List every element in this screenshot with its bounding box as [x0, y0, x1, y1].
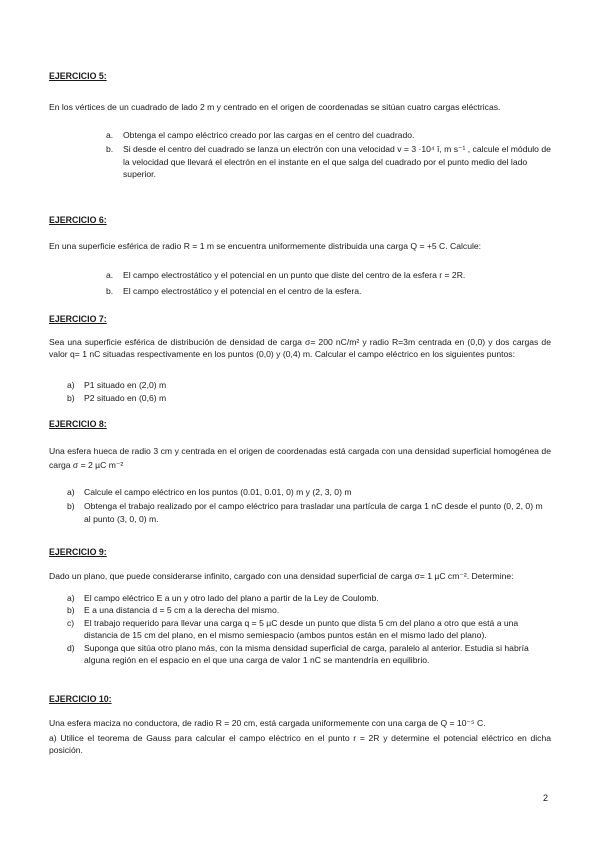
exercise-9-heading: EJERCICIO 9: [49, 547, 107, 557]
list-item-text: Suponga que sitúa otro plano más, con la misma densidad superficial de carga, paralelo al anterior. Estudia si habría alguna región en el espacio en el que una carga de valor 1 nC se mantendría en equilibrio. [84, 642, 529, 666]
list-marker: d) [67, 642, 75, 653]
exercise-5-heading: EJERCICIO 5: [49, 71, 107, 81]
list-marker: b) [67, 393, 75, 404]
exercise-10-heading: EJERCICIO 10: [49, 694, 112, 704]
list-item [106, 143, 551, 180]
exercise-6-intro: En una superficie esférica de radio R = 1 m se encuentra uniformemente distribuida una carga Q = +5 C. Calcule: [49, 241, 482, 251]
list-item-text: E a una distancia d = 5 cm a la derecha del mismo. [84, 605, 280, 616]
page-number: 2 [543, 793, 549, 803]
exercise-9-intro: Dado un plano, que puede considerarse infinito, cargado con una densidad superficial de carga σ= 1 µC cm⁻². Determine: [49, 571, 514, 581]
list-marker: a) [67, 593, 75, 603]
list-item [67, 379, 550, 391]
list-marker: b) [67, 605, 75, 616]
list-item [106, 285, 551, 297]
list-item [67, 617, 550, 642]
list-item-text: El campo eléctrico E a un y otro lado del plano a partir de la Ley de Coulomb. [84, 593, 379, 603]
exercise-8-intro: Una esfera hueca de radio 3 cm y centrada en el origen de coordenadas está cargada con una densidad superficial homogénea de carga σ = 2 µC m⁻² [49, 446, 551, 470]
list-marker: a) [67, 487, 75, 497]
list-item [67, 604, 550, 616]
exercise-9-list [67, 592, 550, 667]
list-item-text: El campo electrostático y el potencial en el centro de la esfera. [123, 286, 362, 297]
list-item-text: El trabajo requerido para llevar una carga q = 5 µC desde un punto que dista 5 cm del plano a otro que está a una distancia de 15 cm del plano, en el mismo semiespacio (ambos puntos están en el mismo lado del plano). [84, 617, 519, 641]
list-marker: a) [67, 380, 75, 390]
list-item [67, 486, 550, 498]
list-item-text: El campo electrostático y el potencial en un punto que diste del centro de la esfera r = 2R. [123, 270, 466, 280]
list-item-text: P1 situado en (2,0) m [84, 380, 167, 390]
exercise-7-intro: Sea una superficie esférica de distribución de densidad de carga σ= 200 nC/m² y radio R=3m centrada en (0,0) y dos cargas de valor q= 1 nC situadas respectivamente en los puntos (0,0) y (0,4) m. Calcular el campo eléctrico en los siguientes puntos: [49, 337, 551, 360]
list-marker: a. [106, 130, 114, 140]
list-item [106, 129, 551, 141]
list-item-text: Obtenga el trabajo realizado por el campo eléctrico para trasladar una partícula de carga 1 nC desde el punto (0, 2, 0) m al punto (3, 0, 0) m. [84, 501, 543, 524]
exercise-5-intro: En los vértices de un cuadrado de lado 2 m y centrado en el origen de coordenadas se sitúan cuatro cargas eléctricas. [49, 102, 501, 112]
list-item-text: Obtenga el campo eléctrico creado por las cargas en el centro del cuadrado. [123, 130, 415, 140]
list-item-text: Utilice el teorema de Gauss para calcular el campo eléctrico en el punto r = 2R y determine el potencial eléctrico en dicha posición. [49, 733, 551, 756]
list-marker: a. [106, 270, 114, 280]
list-item [67, 592, 550, 604]
list-item-text: P2 situado en (0,6) m [84, 393, 167, 404]
list-item-text: Si desde el centro del cuadrado se lanza un electrón con una velocidad v = 3 ·10⁴ î, m s⁻¹ , calcule el módulo de la velocidad que llevará el electrón en el instante en el que salga del cuadrado por el punto medio del lado superior. [123, 144, 551, 180]
list-item [67, 642, 550, 667]
exercise-7-heading: EJERCICIO 7: [49, 314, 107, 324]
exercise-6-heading: EJERCICIO 6: [49, 215, 107, 225]
list-item-text: Calcule el campo eléctrico en los puntos (0.01, 0.01, 0) m y (2, 3, 0) m [84, 487, 352, 497]
list-marker: b) [67, 501, 75, 512]
exercise-7-list [67, 379, 550, 405]
list-marker: b. [106, 144, 114, 155]
list-marker: b. [106, 286, 114, 297]
exercise-5-list [106, 129, 551, 181]
list-item [106, 269, 551, 281]
exercise-6-list [106, 269, 551, 298]
list-marker: a) [49, 733, 57, 743]
list-item [67, 392, 550, 404]
list-marker: c) [67, 617, 75, 628]
exercise-10-intro: Una esfera maciza no conductora, de radio R = 20 cm, está cargada uniformemente con una carga de Q = 10⁻⁵ C. [49, 718, 486, 728]
exercise-8-heading: EJERCICIO 8: [49, 419, 107, 429]
exercise-8-list [67, 486, 550, 525]
exercise-10-item-a [49, 732, 551, 757]
list-item [67, 500, 550, 525]
